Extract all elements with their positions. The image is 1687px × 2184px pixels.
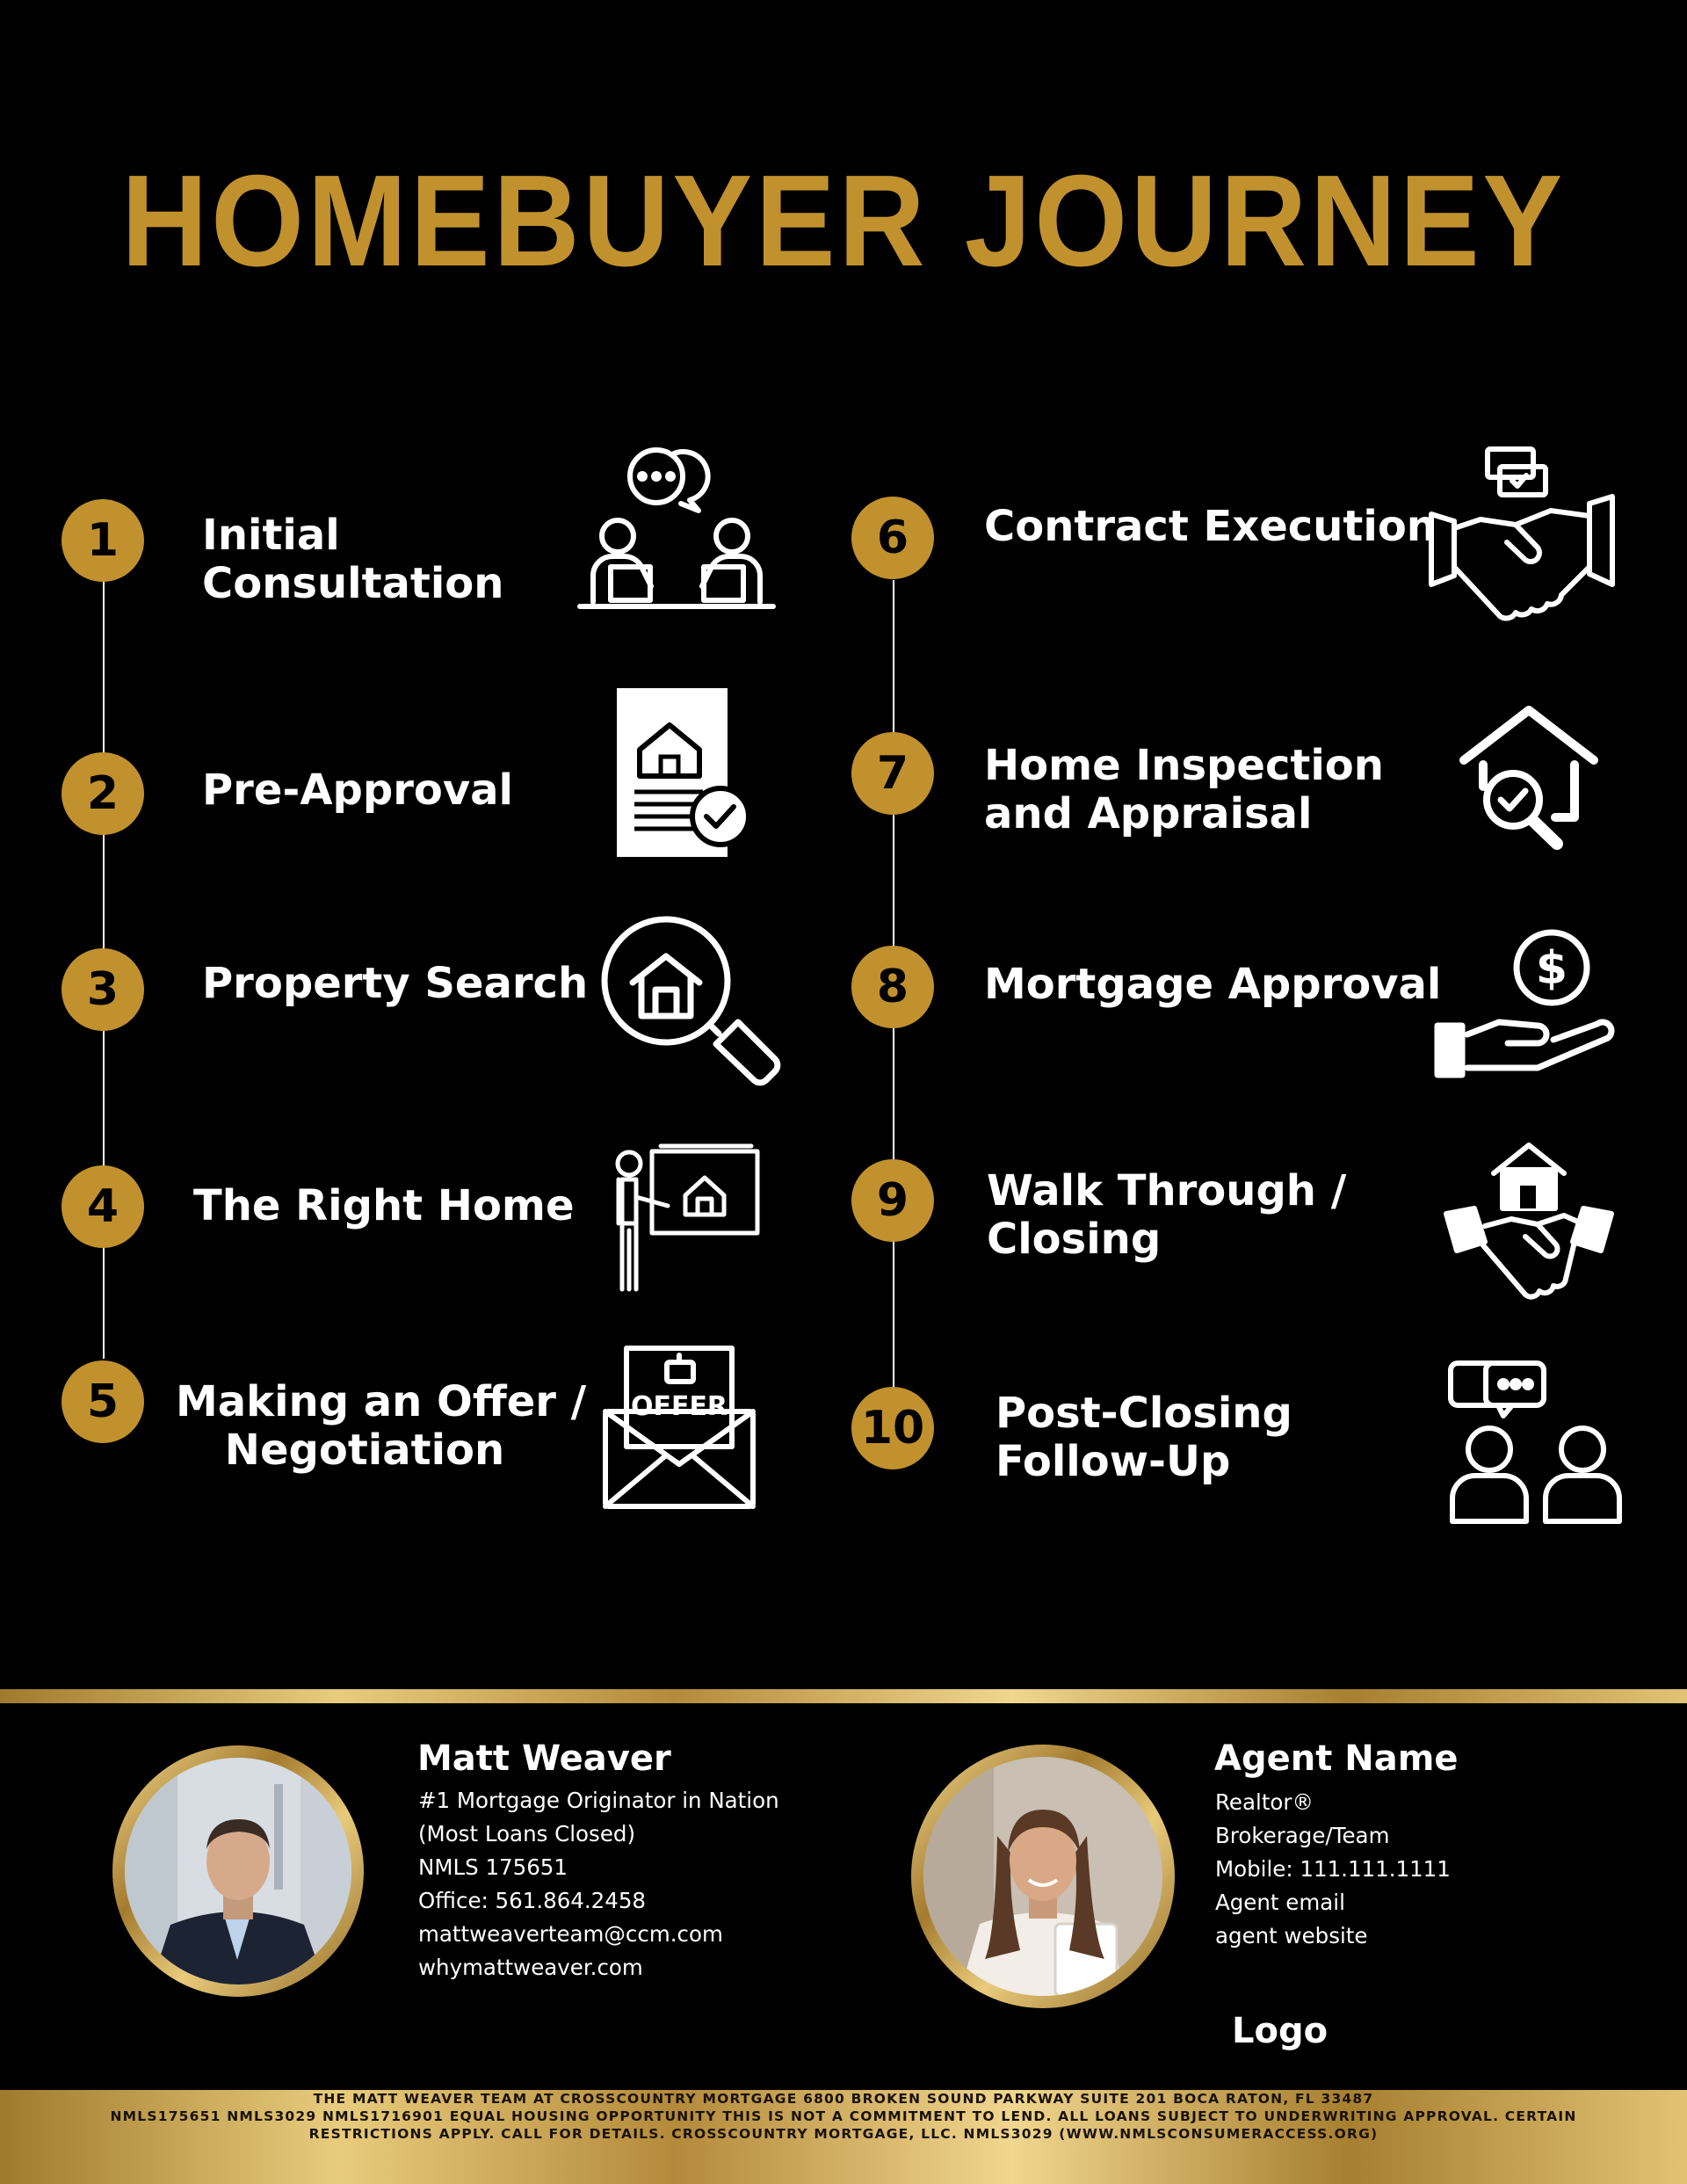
step-number-badge: 7 (851, 732, 934, 815)
step-number-badge: 2 (62, 752, 144, 835)
step-number-badge: 9 (851, 1159, 934, 1242)
logo-placeholder: Logo (1232, 2011, 1329, 2051)
loan-officer-photo (125, 1758, 351, 1984)
step-label: Mortgage Approval (984, 960, 1442, 1009)
step-label: Property Search (202, 959, 589, 1008)
step-label: Pre-Approval (202, 765, 513, 815)
step-number-badge: 10 (851, 1387, 934, 1469)
agent-phone: Mobile: 111.111.1111 (1215, 1856, 1451, 1882)
home-inspection-icon (1459, 703, 1599, 866)
step-label: Walk Through / Closing (987, 1166, 1347, 1264)
agent-name: Agent Name (1214, 1738, 1459, 1779)
svg-text:$: $ (1535, 942, 1568, 995)
step-label: Post-Closing Follow-Up (996, 1389, 1292, 1486)
loan-officer-photo-frame (112, 1745, 364, 1997)
step-number-badge: 1 (62, 499, 144, 582)
step-label: Initial Consultation (202, 511, 504, 608)
pre-approval-document-icon (615, 688, 756, 860)
step-label: Making an Offer / Negotiation (176, 1377, 587, 1475)
gold-divider (0, 1689, 1687, 1703)
agent-photo (923, 1757, 1162, 1996)
loan-officer-email: mattweaverteam@ccm.com (418, 1921, 723, 1947)
step-label: The Right Home (193, 1181, 575, 1230)
step-number-badge: 8 (851, 946, 934, 1028)
step-number-badge: 3 (62, 948, 144, 1031)
loan-officer-name: Matt Weaver (417, 1738, 671, 1779)
loan-officer-website: whymattweaver.com (418, 1955, 643, 1980)
agent-title: Realtor® (1215, 1789, 1314, 1815)
loan-officer-phone: Office: 561.864.2458 (418, 1888, 647, 1913)
svg-text:OFFER: OFFER (630, 1391, 728, 1422)
step-label: Home Inspection and Appraisal (984, 741, 1384, 838)
closing-handshake-icon (1441, 1138, 1617, 1314)
agent-brokerage: Brokerage/Team (1215, 1823, 1390, 1848)
step-number-badge: 6 (851, 497, 934, 579)
offer-envelope-icon (600, 1343, 758, 1510)
hand-dollar-icon (1432, 927, 1621, 1081)
loan-officer-nmls: NMLS 175651 (418, 1854, 568, 1880)
step-number-badge: 5 (62, 1360, 144, 1443)
loan-officer-title: #1 Mortgage Originator in Nation (418, 1788, 779, 1813)
loan-officer-subtitle: (Most Loans Closed) (418, 1821, 635, 1847)
step-label: Contract Execution (984, 502, 1437, 551)
consultation-icon (576, 444, 778, 615)
legal-disclaimer: THE MATT WEAVER TEAM AT CROSSCOUNTRY MORTGAGE 6800 BROKEN SOUND PARKWAY SUITE 201 BOCA RATON, FL 33487 NMLS175651 NMLS3029 NMLS1716901 EQUAL HOUSING OPPORTUNITY THIS IS NOT A COMMITMENT TO LEND. ALL LOANS SUBJECT TO UNDERWRITING APPROVAL. CERTAIN RESTRICTIONS APPLY. CALL FOR DETAILS. CROSSCOUNTRY MORTGAGE, LLC. NMLS3029 (WWW.NMLSCONSUMERACCESS.ORG) (110, 2091, 1577, 2142)
follow-up-people-icon (1445, 1358, 1630, 1525)
page-title: HOMEBUYER JOURNEY (121, 149, 1566, 294)
agent-email: Agent email (1215, 1890, 1345, 1915)
step-number-badge: 4 (62, 1165, 144, 1248)
house-magnifier-icon (597, 912, 782, 1088)
agent-photo-frame (911, 1745, 1175, 2008)
handshake-icon (1428, 444, 1617, 633)
agent-website: agent website (1215, 1923, 1368, 1948)
presentation-board-icon (606, 1143, 760, 1296)
